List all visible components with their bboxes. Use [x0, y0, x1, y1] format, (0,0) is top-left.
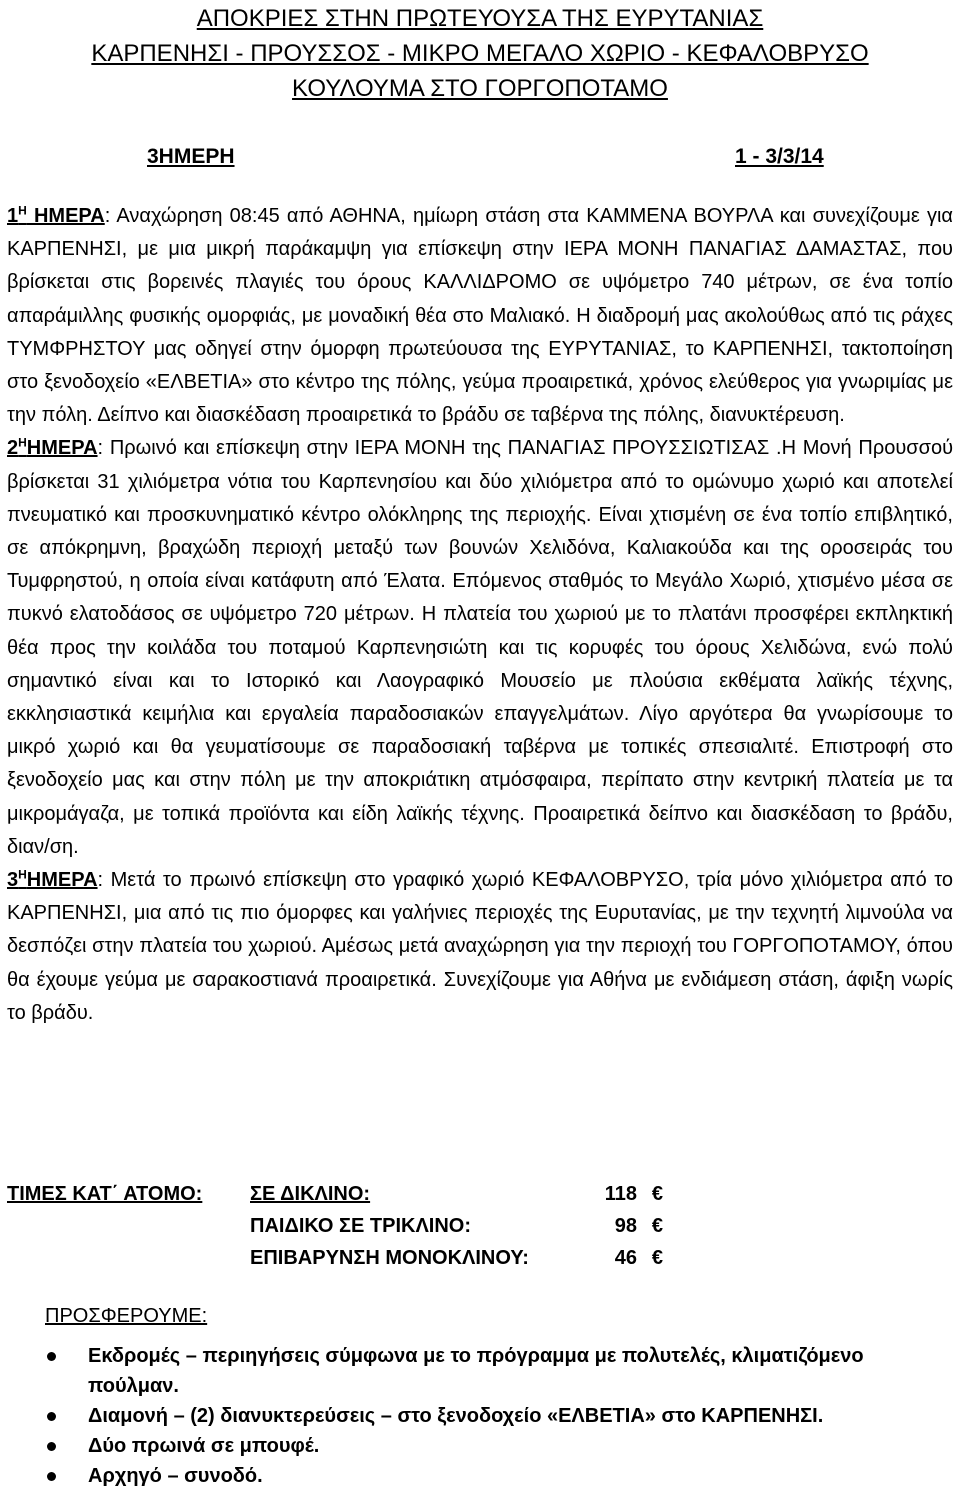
offer-item	[45, 1431, 945, 1461]
title-line-3: ΚΟΥΛΟΥΜΑ ΣΤΟ ΓΟΡΓΟΠΟΤΑΜΟ	[292, 75, 668, 102]
offer-text: Αρχηγό – συνοδό.	[88, 1465, 263, 1487]
price-amount: 118	[604, 1183, 637, 1205]
price-label: ΕΠΙΒΑΡΥΝΣΗ ΜΟΝΟΚΛΙΝΟΥ:	[250, 1247, 529, 1269]
offer-text: Εκδρομές – περιηγήσεις σύμφωνα με το πρόγραμμα με πολυτελές, κλιματιζόμενο πούλμαν.	[88, 1345, 864, 1397]
euro-sign: €	[651, 1215, 663, 1237]
day1-heading	[7, 205, 105, 227]
title-line-2: ΚΑΡΠΕΝΗΣΙ - ΠΡΟΥΣΣΟΣ - ΜΙΚΡΟ ΜΕΓΑΛΟ ΧΩΡΙΟ - ΚΕΦΑΛΟΒΡΥΣΟ	[91, 40, 869, 67]
offer-item	[45, 1341, 945, 1401]
day3-description: : Μετά το πρωινό επίσκεψη στο γραφικό χωριό ΚΕΦΑΛΟΒΡΥΣΟ, τρία μόνο χιλιόμετρα από το ΚΑΡΠΕΝΗΣΙ, μια από τις πιο όμορφες και γαλήνιες περιοχές της Ευρυτανίας, με την τεχνητή λιμνούλα να δεσπόζει στην πλατεία του χωριού. Αμέσως μετά αναχώρηση για την περιοχή του ΓΟΡΓΟΠΟΤΑΜΟΥ, όπου θα έχουμε γεύμα με σαρακοστιανά προαιρετικά. Συνεχίζουμε για Αθήνα με ενδιάμεση στάση, άφιξη νωρίς το βράδυ.	[7, 869, 953, 1024]
day1-superscript: Η	[18, 203, 27, 218]
title-line-1: ΑΠΟΚΡΙΕΣ ΣΤΗΝ ΠΡΩΤΕΥΟΥΣΑ ΤΗΣ ΕΥΡΥΤΑΝΙΑΣ	[196, 5, 764, 32]
offer-text: Διαμονή – (2) διανυκτερεύσεις – στο ξενοδοχείο «ΕΛΒΕΤΙΑ» στο ΚΑΡΠΕΝΗΣΙ.	[88, 1405, 824, 1427]
price-label: ΠΑΙΔΙΚΟ ΣΕ ΤΡΙΚΛΙΝΟ:	[250, 1215, 472, 1237]
offer-item	[45, 1401, 945, 1431]
day3-superscript: Η	[18, 867, 27, 882]
trip-dates: 1 - 3/3/14	[735, 145, 824, 168]
price-label: ΣΕ ΔΙΚΛΙΝΟ:	[250, 1183, 371, 1205]
day3-label: ΗΜΕΡΑ	[26, 869, 98, 892]
day3-heading	[7, 869, 98, 891]
price-amount: 46	[614, 1247, 637, 1269]
offer-text: Δύο πρωινά σε μπουφέ.	[88, 1435, 320, 1457]
day2-heading	[7, 437, 98, 459]
day1-label: ΗΜΕΡΑ	[26, 205, 105, 227]
prices-label: ΤΙΜΕΣ ΚΑΤ΄ ΑΤΟΜΟ:	[7, 1183, 203, 1205]
day2-description: : Πρωινό και επίσκεψη στην ΙΕΡΑ ΜΟΝΗ της ΠΑΝΑΓΙΑΣ ΠΡΟΥΣΣΙΩΤΙΣΑΣ .Η Μονή Προυσσού βρίσκεται 31 χιλιόμετρα νότια του Καρπενησίου και δύο χιλιόμετρα από το ομώνυμο χωριό και αποτελεί πνευματικό και προσκυνηματικό κέντρο ολόκληρης της περιοχής. Είναι χτισμένη σε ένα τοπίο επιβλητικό, σε απόκρημνη, βραχώδη περιοχή μεταξύ των βουνών Χελιδόνα, Καλιακούδα και της οροσειράς του Τυμφρηστού, η οποία είναι κατάφυτη από Έλατα. Επόμενος σταθμός το Μεγάλο Χωριό, χτισμένο μέσα σε πυκνό ελατοδάσος σε υψόμετρο 720 μέτρων. Η πλατεία του χωριού με το πλατάνι προσφέρει εκπληκτική θέα προς την κοιλάδα του ποταμού Καρπενησιώτη και τις κορυφές του όρους Χελιδώνα, ενώ πολύ σημαντικό είναι και το Ιστορικό και Λαογραφικό Μουσείο με πλούσια εκθέματα λαϊκής τέχνης, εκκλησιαστικά κειμήλια και εργαλεία παραδοσιακών επαγγελμάτων. Λίγο αργότερα θα γνωρίσουμε το μικρό χωριό και θα γευματίσουμε σε παραδοσιακή ταβέρνα με τοπικές σπεσιαλιτέ. Επιστροφή στο ξενοδοχείο μας και στην πόλη με την αποκριάτικη ατμόσφαιρα, περίπατο στην κεντρική πλατεία με τα μικρομάγαζα, με τοπικά προϊόντα και είδη λαϊκής τέχνης. Προαιρετικά δείπνο και διασκέδαση το βράδυ, διαν/ση.	[7, 437, 953, 858]
day3-number: 3	[7, 869, 19, 892]
offers-list	[45, 1341, 945, 1491]
price-amount: 98	[614, 1215, 637, 1237]
bullet-icon	[47, 1412, 56, 1421]
bullet-icon	[47, 1442, 56, 1451]
day1-description: : Αναχώρηση 08:45 από ΑΘΗΝΑ, ημίωρη στάση στα ΚΑΜΜΕΝΑ ΒΟΥΡΛΑ και συνεχίζουμε για ΚΑΡΠΕΝΗΣΙ, με μια μικρή παράκαμψη για επίσκεψη στην ΙΕΡΑ ΜΟΝΗ ΠΑΝΑΓΙΑΣ ΔΑΜΑΣΤΑΣ, που βρίσκεται στις βορεινές πλαγιές του όρους ΚΑΛΛΙΔΡΟΜΟ σε υψόμετρο 740 μέτρων, σε ένα τοπίο απαράμιλλης φυσικής ομορφιάς, με μοναδική θέα στο Μαλιακό. Η διαδρομή μας ακολούθως από τις ράχες ΤΥΜΦΡΗΣΤΟΥ μας οδηγεί στην όμορφη πρωτεύουσα της ΕΥΡΥΤΑΝΙΑΣ, το ΚΑΡΠΕΝΗΣΙ, τακτοποίηση στο ξενοδοχείο «ΕΛΒΕΤΙΑ» στο κέντρο της πόλης, γεύμα προαιρετικά, χρόνος ελεύθερος για γνωριμίας με την πόλη. Δείπνο και διασκέδαση προαιρετικά το βράδυ σε ταβέρνα της πόλης, διανυκτέρευση.	[7, 205, 953, 427]
offers-title: ΠΡΟΣΦΕΡΟΥΜΕ:	[45, 1305, 208, 1327]
bullet-icon	[47, 1472, 56, 1481]
itinerary-text	[7, 200, 953, 1030]
euro-sign: €	[651, 1247, 663, 1269]
day1-number: 1	[7, 205, 19, 227]
day2-number: 2	[7, 437, 19, 460]
bullet-icon	[47, 1352, 56, 1361]
offer-item	[45, 1461, 945, 1491]
day2-superscript: Η	[18, 435, 27, 450]
euro-sign: €	[651, 1183, 663, 1205]
trip-duration: 3ΗΜΕΡΗ	[147, 145, 235, 168]
day2-label: ΗΜΕΡΑ	[26, 437, 98, 460]
